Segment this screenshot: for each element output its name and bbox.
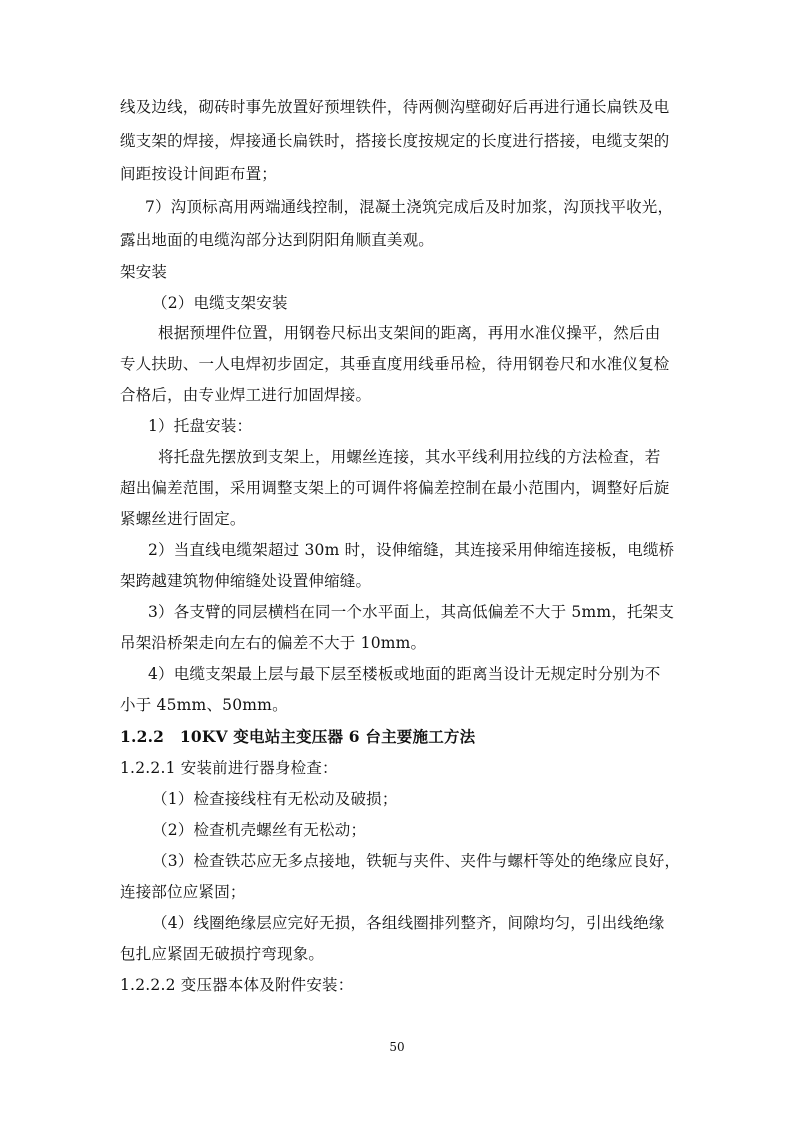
text-line: 4）电缆支架最上层与最下层至楼板或地面的距离当设计无规定时分别为不 bbox=[148, 665, 661, 683]
text-line: （3）检查铁芯应无多点接地，铁轭与夹件、夹件与螺杆等处的绝缘应良好， bbox=[152, 852, 681, 870]
text-line: 7）沟顶标高用两端通线控制，混凝土浇筑完成后及时加浆，沟顶找平收光， bbox=[145, 198, 674, 216]
text-line: 3）各支臂的同层横档在同一个水平面上，其高低偏差不大于 5mm，托架支 bbox=[148, 603, 675, 621]
text-line: 2）当直线电缆架超过 30m 时，设伸缩缝，其连接采用伸缩连接板，电缆桥 bbox=[148, 541, 675, 559]
text-line: 紧螺丝进行固定。 bbox=[120, 510, 246, 528]
text-line: 小于 45mm、50mm。 bbox=[120, 696, 288, 714]
text-line: 包扎应紧固无破损拧弯现象。 bbox=[120, 945, 325, 963]
text-line: 将托盘先摆放到支架上，用螺丝连接，其水平线利用拉线的方法检查，若 bbox=[158, 448, 661, 466]
text-line: 架安装 bbox=[120, 263, 168, 281]
text-line: （4）线圈绝缘层应完好无损，各组线圈排列整齐，间隙均匀，引出线绝缘 bbox=[152, 914, 665, 932]
text-line: 超出偏差范围，采用调整支架上的可调件将偏差控制在最小范围内，调整好后旋 bbox=[120, 479, 670, 497]
text-line: （2）电缆支架安装 bbox=[152, 294, 288, 312]
text-line: 专人扶助、一人电焊初步固定，其垂直度用线垂吊检，待用钢卷尺和水准仪复检 bbox=[120, 355, 670, 373]
text-line: 1）托盘安装： bbox=[148, 417, 253, 435]
text-line: 根据预埋件位置，用钢卷尺标出支架间的距离，再用水准仪操平，然后由 bbox=[158, 324, 661, 342]
text-line: 线及边线，砌砖时事先放置好预埋铁件，待两侧沟壁砌好后再进行通长扁铁及电 bbox=[120, 98, 670, 116]
subsection-heading: 1.2.2.1 安装前进行器身检查： bbox=[120, 759, 338, 777]
text-line: 连接部位应紧固； bbox=[120, 883, 246, 901]
text-line: 缆支架的焊接，焊接通长扁铁时，搭接长度按规定的长度进行搭接，电缆支架的 bbox=[120, 132, 670, 150]
text-line: （1）检查接线柱有无松动及破损； bbox=[152, 790, 398, 808]
page-number: 50 bbox=[389, 1040, 405, 1054]
subsection-heading: 1.2.2.2 变压器本体及附件安装： bbox=[120, 976, 354, 994]
text-line: 间距按设计间距布置； bbox=[120, 165, 278, 183]
text-line: 架跨越建筑物伸缩缝处设置伸缩缝。 bbox=[120, 572, 372, 590]
text-line: 合格后，由专业焊工进行加固焊接。 bbox=[120, 386, 372, 404]
text-line: 露出地面的电缆沟部分达到阴阳角顺直美观。 bbox=[120, 231, 435, 249]
text-line: （2）检查机壳螺丝有无松动； bbox=[152, 821, 367, 839]
text-line: 吊架沿桥架走向左右的偏差不大于 10mm。 bbox=[120, 634, 427, 652]
section-heading: 1.2.2 10KV 变电站主变压器 6 台主要施工方法 bbox=[120, 727, 476, 746]
